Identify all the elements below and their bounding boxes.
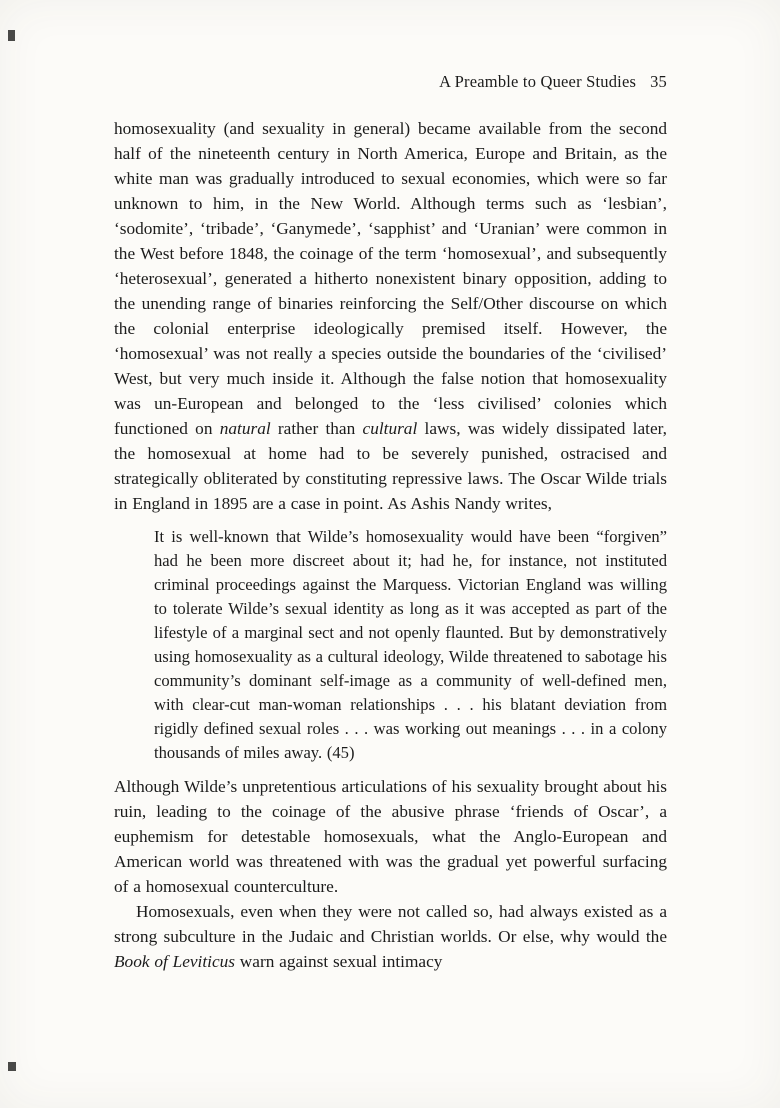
scan-artifact-bottom [8,1062,16,1071]
block-quote [154,525,667,765]
paragraph-1 [114,116,667,516]
paragraph-1-text-b: rather than [270,419,363,438]
page-number: 35 [650,72,667,91]
paragraph-3-text-b: warn against sexual intimacy [234,952,443,971]
paragraph-1-italic-natural: natural [219,419,271,438]
paragraph-1-text-a: homosexuality (and sexuality in general) became available from the second half of the nineteenth century in North America, Europe and Britain, as the white man was gradually introduced to sexual economies, which were so far unknown to him, in the New World. Although terms such as ‘lesbian’, ‘sodomite’, ‘tribade’, ‘Ganymede’, ‘sapphist’ and ‘Uranian’ were common in the West before 1848, the coinage of the term ‘homosexual’, and subsequently ‘heterosexual’, generated a hitherto nonexistent binary opposition, adding to the unending range of binaries reinforcing the Self/Other discourse on which the colonial enterprise ideologically premised itself. However, the ‘homosexual’ was not really a species outside the boundaries of the ‘civilised’ West, but very much inside it. Although the false notion that homosexuality was un-European and belonged to the ‘less civilised’ colonies which functioned on [114,119,667,438]
paragraph-2-text: Although Wilde’s unpretentious articulations of his sexuality brought about his ruin, leading to the coinage of the abusive phrase ‘friends of Oscar’, a euphemism for detestable homosexuals, what the Anglo-European and American world was threatened with was the gradual yet powerful surfacing of a homosexual counterculture. [114,777,667,896]
scan-artifact-top [8,30,15,41]
paragraph-1-italic-cultural: cultural [362,419,418,438]
paragraph-3-italic-book-of-leviticus: Book of Leviticus [114,952,235,971]
paragraph-3-text-a: Homosexuals, even when they were not called so, had always existed as a strong subculture in the Judaic and Christian worlds. Or else, why would the [114,902,667,946]
block-quote-text: It is well-known that Wilde’s homosexuality would have been “forgiven” had he been more discreet about it; had he, for instance, not instituted criminal proceedings against the Marquess. Victorian England was willing to tolerate Wilde’s sexual identity as long as it was accepted as part of the lifestyle of a marginal sect and not openly flaunted. But by demonstratively using homosexuality as a cultural ideology, Wilde threatened to sabotage his community’s dominant self-image as a community of well-defined men, with clear-cut man-woman relationships . . . his blatant deviation from rigidly defined sexual roles . . . was working out meanings . . . in a colony thousands of miles away. (45) [154,527,667,762]
running-title: A Preamble to Queer Studies [439,72,637,91]
paragraph-1-text-c: laws, was widely dissipated later, the homosexual at home had to be severely punished, ostracised and strategically obliterated by constituting repressive laws. The Oscar Wilde trials in England in 1895 are a case in point. As Ashis Nandy writes, [114,419,668,513]
page-body [114,116,667,974]
paragraph-2 [114,774,667,899]
paragraph-3 [114,899,667,974]
page-header [114,72,667,92]
